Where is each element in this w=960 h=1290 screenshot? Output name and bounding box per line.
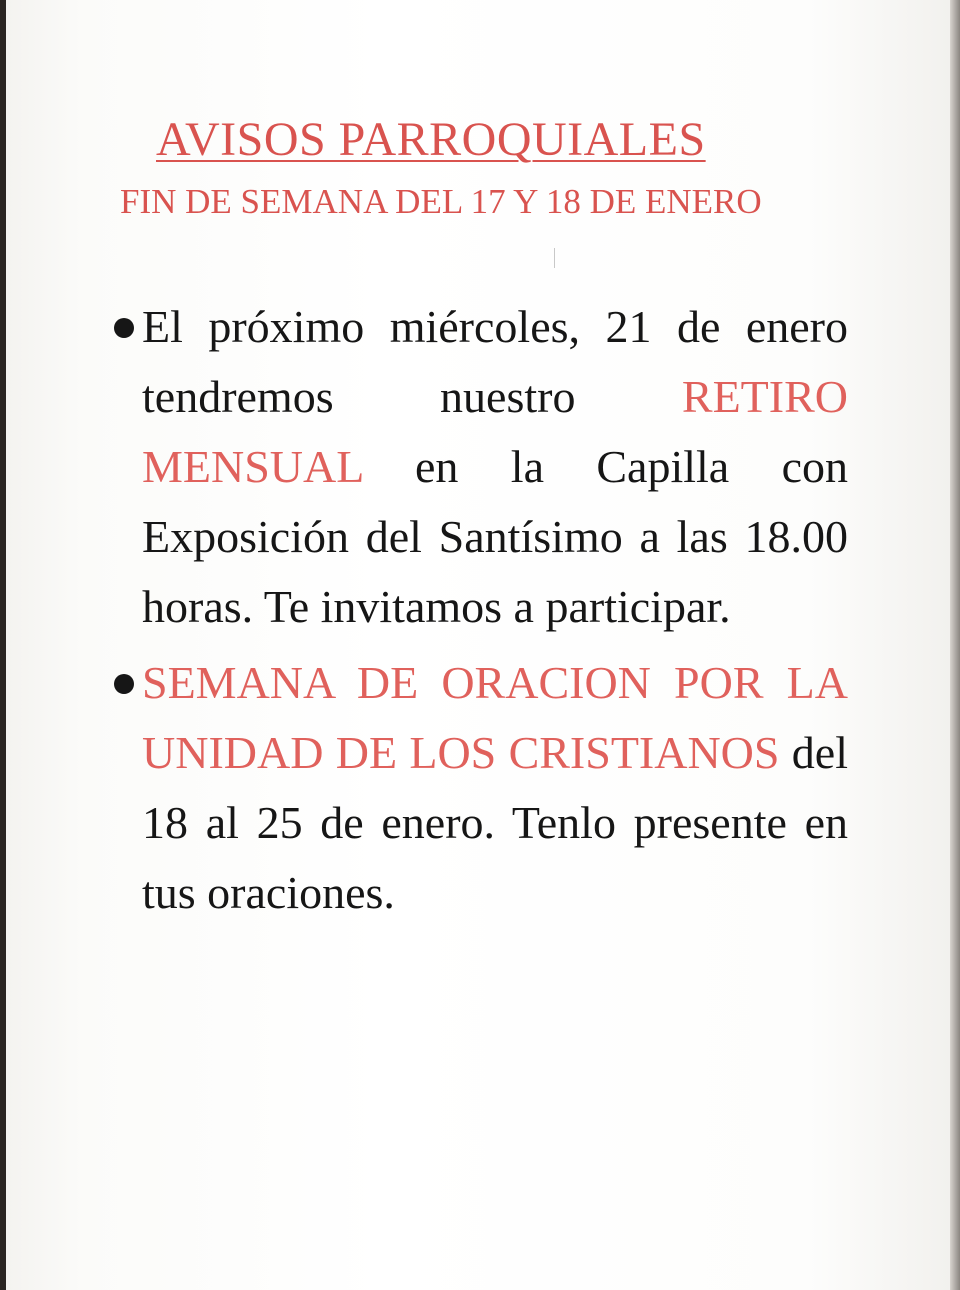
notice-subtitle: FIN DE SEMANA DEL 17 Y 18 DE ENERO: [120, 182, 762, 221]
notice-highlight: SEMANA DE ORACION POR LA UNIDAD DE LOS CRISTIANOS: [142, 657, 848, 778]
notice-item-semana-oracion: [106, 648, 848, 928]
notice-list: [106, 292, 848, 934]
notice-text: del 18 al 25 de enero. Tenlo presente en tus oraciones.: [142, 727, 849, 918]
notice-title: AVISOS PARROQUIALES: [156, 113, 706, 166]
notice-paper: [6, 0, 950, 1290]
background-edge: [950, 0, 960, 1290]
bullet-icon: [114, 318, 134, 338]
notice-text: en la Capilla con Exposición del Santísimo a las 18.00 horas. Te invitamos a participar.: [142, 441, 848, 632]
notice-highlight: RETIRO MENSUAL: [142, 371, 848, 492]
paper-mark: [554, 248, 555, 268]
bullet-icon: [114, 674, 134, 694]
notice-text: El próximo miércoles, 21 de enero tendremos nuestro: [142, 301, 848, 422]
notice-item-retiro: [106, 292, 848, 642]
